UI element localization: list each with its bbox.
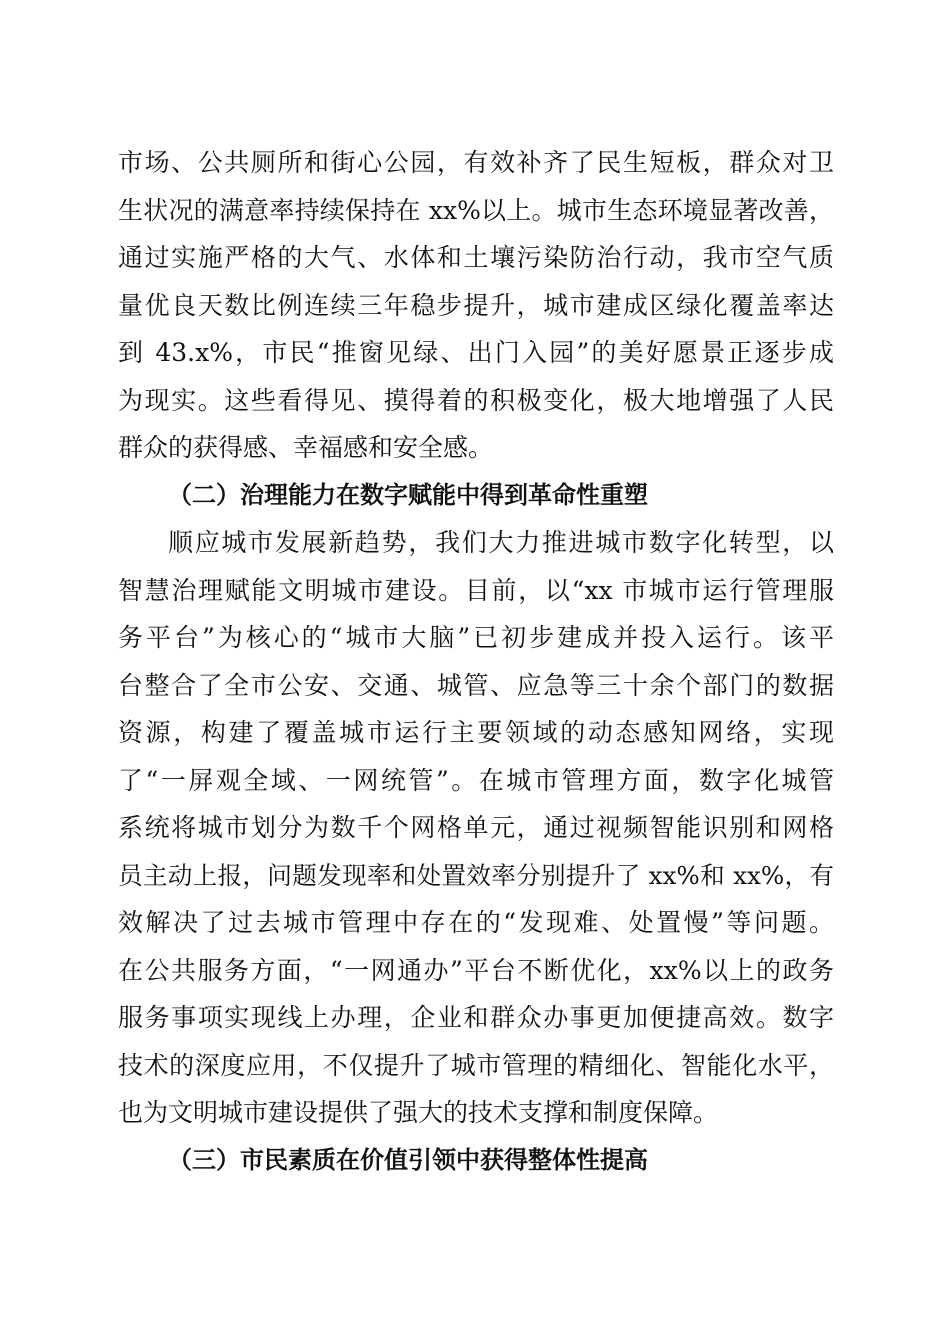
section-heading: （三）市民素质在价值引领中获得整体性提高 xyxy=(168,1145,648,1174)
paragraph-line: 在公共服务方面，“一网通办”平台不断优化，xx%以上的政务 xyxy=(118,955,834,985)
paragraph-line: 了“一屏观全域、一网统管”。在城市管理方面，数字化城管 xyxy=(118,765,834,795)
paragraph-line: 量优良天数比例连续三年稳步提升，城市建成区绿化覆盖率达 xyxy=(118,290,834,320)
paragraph-line: 技术的深度应用，不仅提升了城市管理的精细化、智能化水平， xyxy=(118,1050,834,1080)
body-text xyxy=(118,139,834,1184)
paragraph-line: 系统将城市划分为数千个网格单元，通过视频智能识别和网格 xyxy=(118,813,834,842)
paragraph-line: 顺应城市发展新趋势，我们大力推进城市数字化转型，以 xyxy=(168,528,834,557)
paragraph-line: 群众的获得感、幸福感和安全感。 xyxy=(118,433,494,462)
paragraph-line: 市场、公共厕所和街心公园，有效补齐了民生短板，群众对卫 xyxy=(118,148,834,177)
paragraph-line: 资源，构建了覆盖城市运行主要领域的动态感知网络，实现 xyxy=(118,718,834,747)
section-heading: （二）治理能力在数字赋能中得到革命性重塑 xyxy=(168,480,648,509)
paragraph-line: 智慧治理赋能文明城市建设。目前，以“xx 市城市运行管理服 xyxy=(118,575,834,605)
paragraph-line: 为现实。这些看得见、摸得着的积极变化，极大地增强了人民 xyxy=(118,385,834,415)
paragraph-line: 也为文明城市建设提供了强大的技术支撑和制度保障。 xyxy=(118,1098,719,1127)
paragraph-line: 台整合了全市公安、交通、城管、应急等三十余个部门的数据 xyxy=(118,670,834,700)
paragraph-line: 到 43.x%，市民“推窗见绿、出门入园”的美好愿景正逐步成 xyxy=(118,338,834,367)
paragraph-line: 员主动上报，问题发现率和处置效率分别提升了 xx%和 xx%，有 xyxy=(118,860,834,890)
paragraph-line: 服务事项实现线上办理，企业和群众办事更加便捷高效。数字 xyxy=(118,1003,834,1032)
paragraph-line: 务平台”为核心的“城市大脑”已初步建成并投入运行。该平 xyxy=(118,623,834,652)
paragraph-line: 生状况的满意率持续保持在 xx%以上。城市生态环境显著改善， xyxy=(118,195,834,225)
paragraph-line: 通过实施严格的大气、水体和土壤污染防治行动，我市空气质 xyxy=(118,243,834,272)
paragraph-line: 效解决了过去城市管理中存在的“发现难、处置慢”等问题。 xyxy=(118,908,834,937)
